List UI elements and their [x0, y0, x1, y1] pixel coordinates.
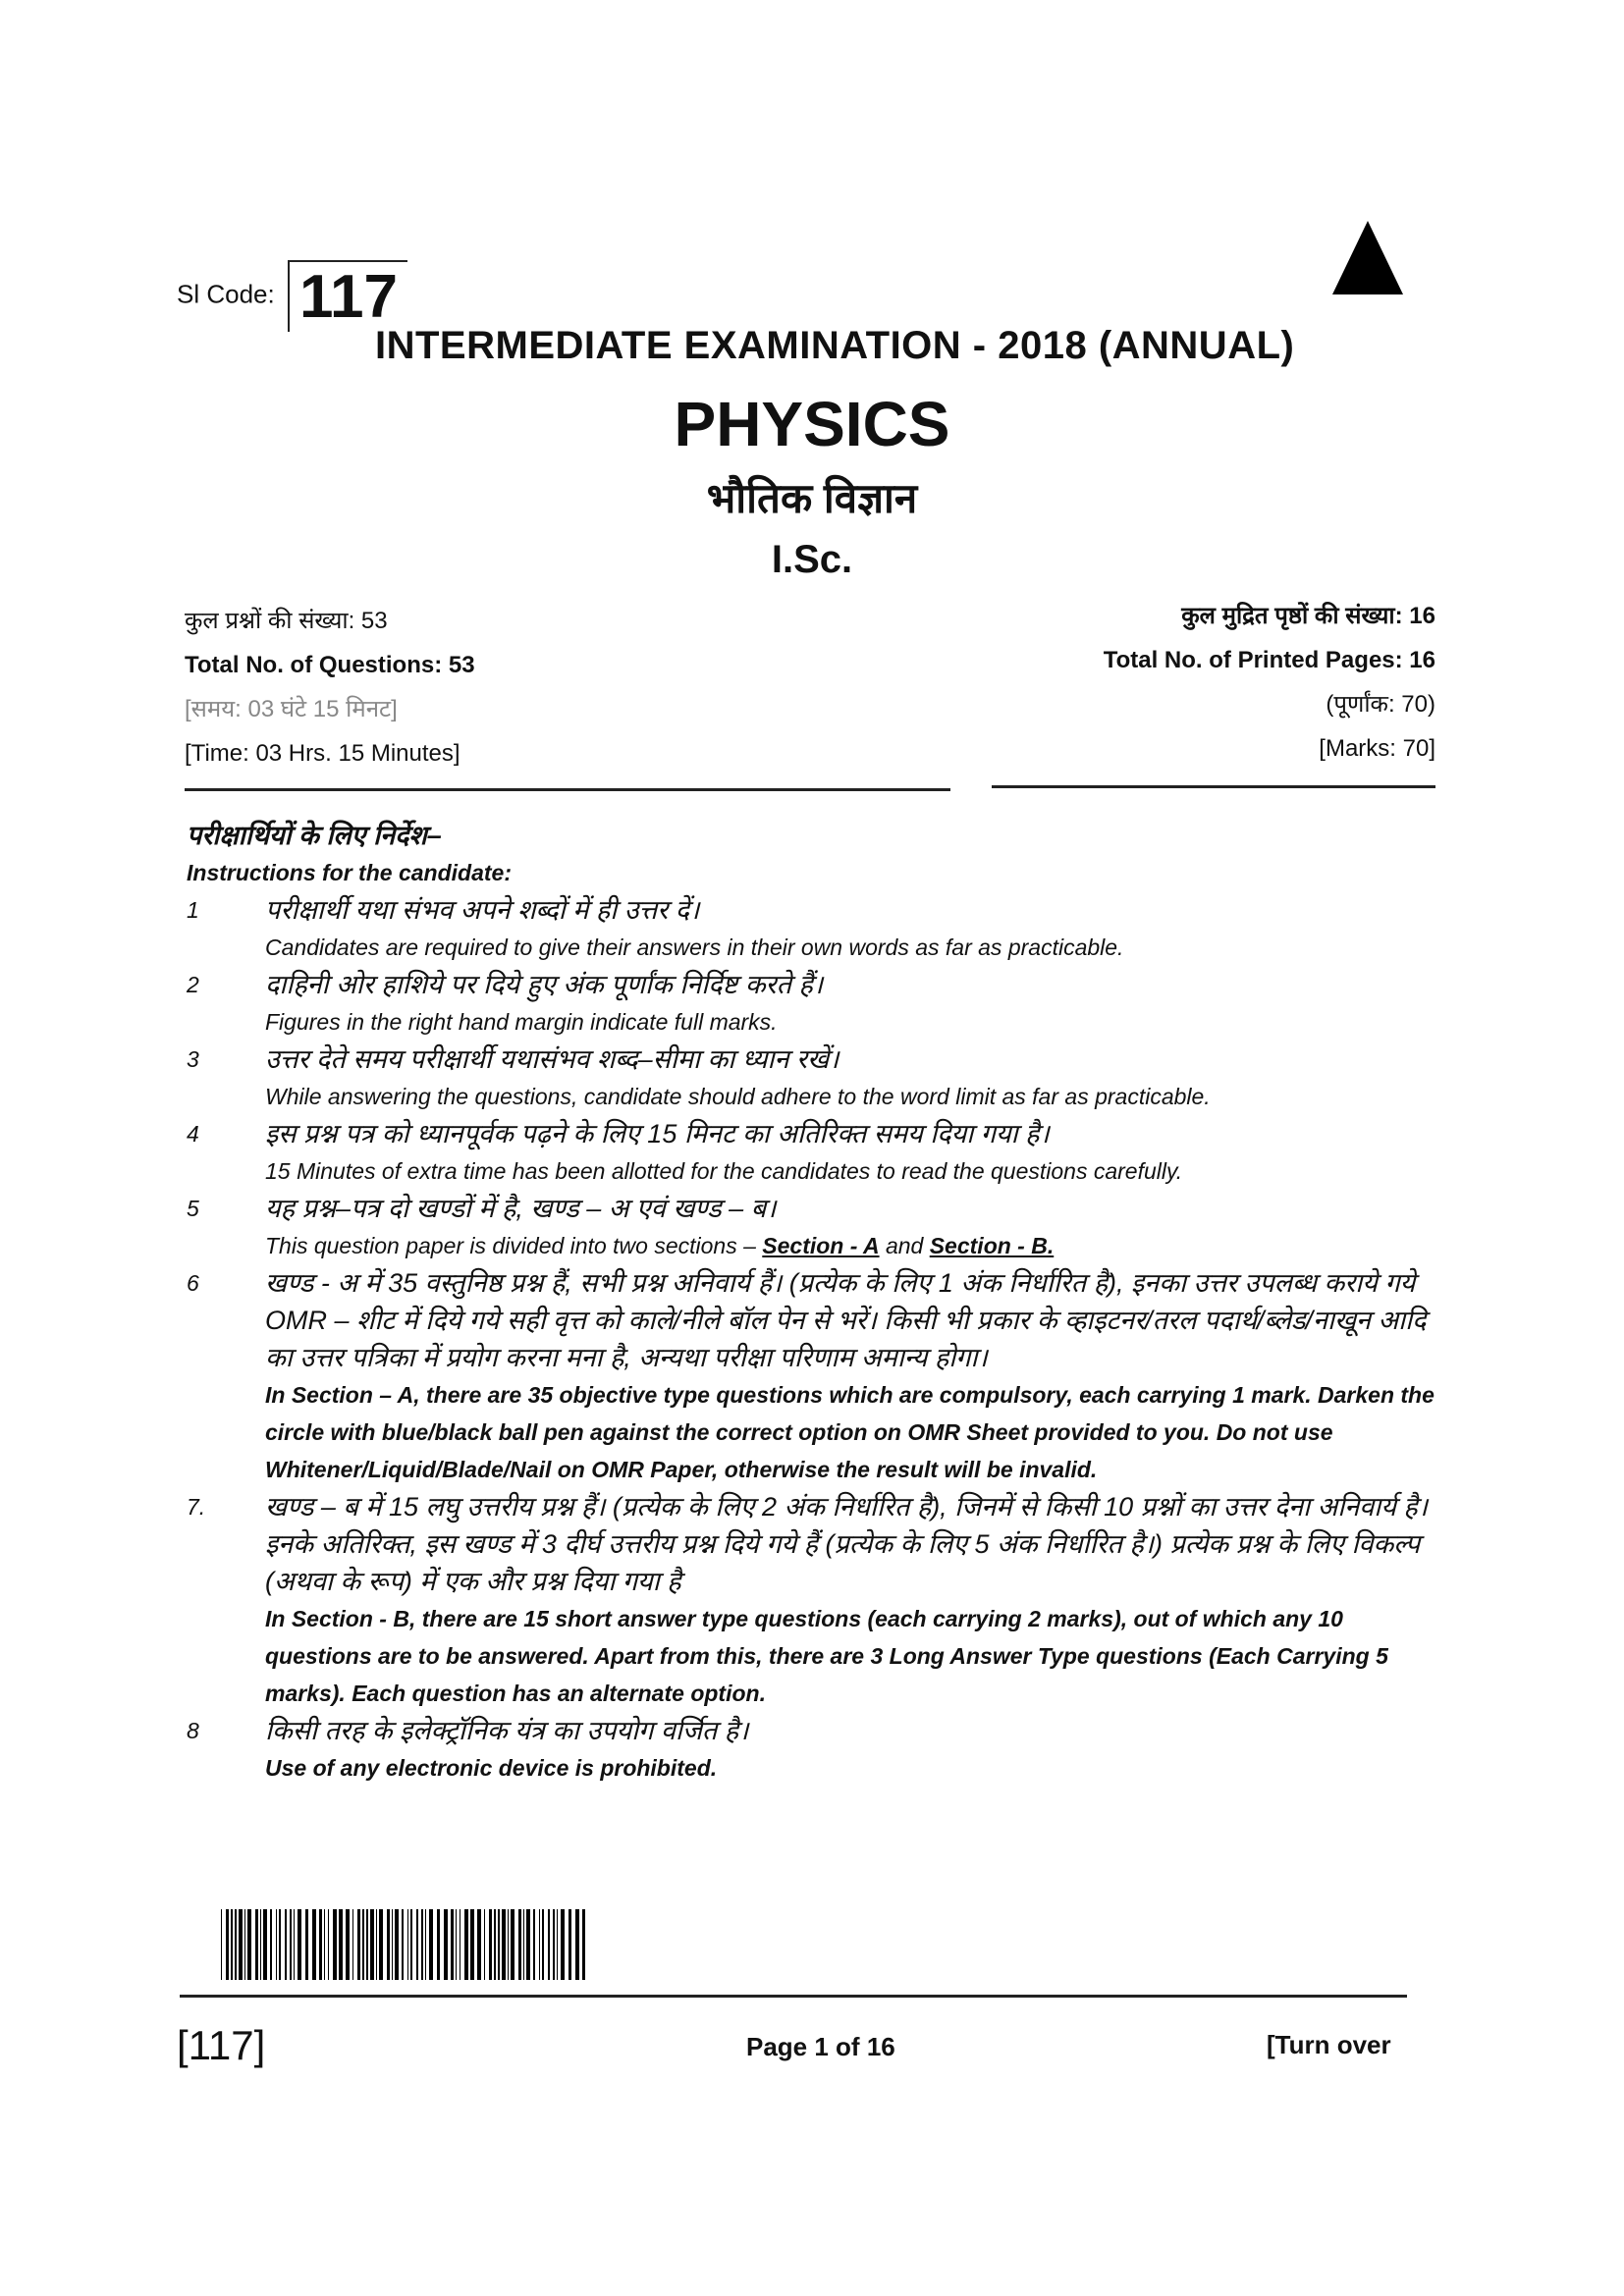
- sl-code: [177, 260, 407, 332]
- barcode-bar: [319, 1909, 322, 1980]
- barcode-bar: [333, 1909, 337, 1980]
- barcode-bar: [276, 1909, 277, 1980]
- instruction-number: 6: [187, 1270, 199, 1296]
- barcode-bar: [557, 1909, 558, 1980]
- instruction-english: While answering the questions, candidate should adhere to the word limit as far as practicable.: [265, 1084, 1211, 1109]
- footer-divider: [180, 1995, 1407, 1998]
- instruction-english: Use of any electronic device is prohibited.: [265, 1755, 718, 1781]
- barcode-bar: [324, 1909, 325, 1980]
- barcode-bar: [575, 1909, 579, 1980]
- instruction-item: [187, 891, 1453, 966]
- barcode-bar: [294, 1909, 295, 1980]
- barcode-bar: [421, 1909, 423, 1980]
- page-number: Page 1 of 16: [746, 2032, 895, 2061]
- instruction-hindi: दाहिनी ओर हाशिये पर दिये हुए अंक पूर्णांक निर्दिष्ट करते हैं।: [265, 970, 824, 999]
- marks-hindi: (पूर्णांक: 70): [1326, 691, 1435, 718]
- instructions-title: Instructions for the candidate:: [187, 860, 512, 885]
- barcode-bar: [270, 1909, 272, 1980]
- barcode-bar: [357, 1909, 360, 1980]
- instruction-number: 2: [187, 972, 199, 997]
- instruction-item: [187, 966, 1453, 1041]
- instruction-part: This question paper is divided into two sections –: [265, 1233, 756, 1258]
- barcode-bar: [477, 1909, 481, 1980]
- barcode-bar: [226, 1909, 229, 1980]
- barcode-bar: [561, 1909, 565, 1980]
- instruction-item: [187, 1190, 1453, 1264]
- barcode-bar: [392, 1909, 393, 1980]
- barcode-bar: [582, 1909, 585, 1980]
- marks: [Marks: 70]: [1319, 735, 1435, 762]
- sl-code-value: 117: [288, 260, 407, 332]
- barcode-bar: [526, 1909, 530, 1980]
- barcode-bar: [328, 1909, 329, 1980]
- instruction-english: Candidates are required to give their answers in their own words as far as practicable.: [265, 934, 1124, 960]
- instruction-number: 1: [187, 897, 199, 923]
- barcode-bar: [437, 1909, 440, 1980]
- barcode-bar: [553, 1909, 555, 1980]
- divider-left: [185, 788, 950, 791]
- divider-right: [992, 785, 1435, 788]
- barcode-bar: [456, 1909, 457, 1980]
- sl-code-label: Sl Code:: [177, 279, 275, 309]
- barcode-bar: [298, 1909, 301, 1980]
- pages-hindi: कुल मुद्रित पृष्ठों की संख्या: 16: [1181, 603, 1435, 629]
- instruction-hindi: उत्तर देते समय परीक्षार्थी यथासंभव शब्द–सीमा का ध्यान रखें।: [265, 1044, 839, 1074]
- subject-title-hindi: भौतिक विज्ञान: [706, 475, 918, 521]
- barcode-bar: [290, 1909, 292, 1980]
- instruction-item: [187, 1041, 1453, 1115]
- instruction-part: Section - A: [762, 1233, 880, 1258]
- subject-title: PHYSICS: [674, 389, 950, 459]
- instruction-number: 8: [187, 1718, 199, 1743]
- barcode-bar: [542, 1909, 544, 1980]
- barcode-bar: [244, 1909, 245, 1980]
- barcode-bar: [221, 1909, 222, 1980]
- instruction-number: 3: [187, 1046, 199, 1072]
- instruction-hindi: खण्ड - अ में 35 वस्तुनिष्ठ प्रश्न हैं, सभी प्रश्न अनिवार्य हैं। (प्रत्येक के लिए 1 अंक निर्धारित है), इनका उत्तर उपलब्ध कराये गये OMR – शीट में दिये गये सही वृत्त को काले/नीले बॉल पेन से भरें। किसी भी प्रकार के व्हाइटनर/तरल पदार्थ/ब्लेड/नाखून आदि का उत्तर पत्रिका में प्रयोग करना मना है, अन्यथा परीक्षा परिणाम अमान्य होगा।: [265, 1268, 1427, 1372]
- barcode-bar: [407, 1909, 408, 1980]
- barcode-bar: [425, 1909, 426, 1980]
- barcode-bar: [518, 1909, 521, 1980]
- barcode-bar: [429, 1909, 433, 1980]
- barcode-bar: [379, 1909, 383, 1980]
- barcode-bar: [231, 1909, 233, 1980]
- barcode-bar: [464, 1909, 468, 1980]
- barcode-bar: [451, 1909, 454, 1980]
- barcode-bar: [339, 1909, 343, 1980]
- barcode-bar: [502, 1909, 506, 1980]
- instruction-english: In Section – A, there are 35 objective type questions which are compulsory, each carrying 1 mark. Darken the circle with blue/black ball pen against the correct option on OMR Sheet provided to you. Do not use Whitener/Liquid/Blade/Nail on OMR Paper, otherwise the result will be invalid.: [265, 1382, 1435, 1482]
- barcode-bar: [235, 1909, 237, 1980]
- instruction-number: 7.: [187, 1494, 206, 1520]
- turn-over: [Turn over: [1267, 2030, 1391, 2059]
- barcode-bar: [305, 1909, 308, 1980]
- instructions-title-hindi: परीक्षार्थियों के लिए निर्देश–: [187, 821, 442, 850]
- barcode-bar: [444, 1909, 448, 1980]
- instruction-english: [265, 1227, 1453, 1264]
- instruction-hindi: परीक्षार्थी यथा संभव अपने शब्दों में ही उत्तर दें।: [265, 895, 700, 925]
- barcode-bar: [484, 1909, 485, 1980]
- instruction-number: 5: [187, 1196, 199, 1221]
- barcode-bar: [539, 1909, 540, 1980]
- instructions: [187, 817, 1453, 1787]
- instruction-item: [187, 1488, 1453, 1712]
- barcode-bar: [508, 1909, 509, 1980]
- barcode-bar: [395, 1909, 399, 1980]
- barcode-bar: [498, 1909, 500, 1980]
- instruction-item: [187, 1115, 1453, 1190]
- time-hindi: [समय: 03 घंटे 15 मिनट]: [185, 696, 398, 722]
- barcode-bar: [376, 1909, 377, 1980]
- barcode-bar: [285, 1909, 287, 1980]
- instruction-number: 4: [187, 1121, 199, 1147]
- instruction-hindi: यह प्रश्न–पत्र दो खण्डों में है, खण्ड – अ एवं खण्ड – ब।: [265, 1194, 777, 1223]
- instruction-hindi: खण्ड – ब में 15 लघु उत्तरीय प्रश्न हैं। (प्रत्येक के लिए 2 अंक निर्धारित है), जिनमें से किसी 10 प्रश्नों का उत्तर देना अनिवार्य है। इनके अतिरिक्त, इस खण्ड में 3 दीर्घ उत्तरीय प्रश्न दिये गये हैं (प्रत्येक के लिए 5 अंक निर्धारित है।) प्रत्येक प्रश्न के लिए विकल्प (अथवा के रूप) में एक और प्रश्न दिया गया है: [265, 1492, 1428, 1596]
- right-info: [1104, 594, 1435, 771]
- barcode-bar: [523, 1909, 524, 1980]
- barcode-bar: [346, 1909, 350, 1980]
- barcode-bar: [494, 1909, 496, 1980]
- instruction-item: [187, 1264, 1453, 1488]
- instruction-item: [187, 1712, 1453, 1787]
- barcode-bar: [410, 1909, 412, 1980]
- barcode-bar: [470, 1909, 474, 1980]
- instruction-english: In Section - B, there are 15 short answer type questions (each carrying 2 marks), out of which any 10 questions are to be answered. Apart from this, there are 3 Long Answer Type questions (Each Carrying 5 marks). Each question has an alternate option.: [265, 1606, 1388, 1706]
- instruction-english: Figures in the right hand margin indicate full marks.: [265, 1009, 778, 1035]
- barcode-bar: [260, 1909, 261, 1980]
- barcode-bar: [255, 1909, 258, 1980]
- questions-count: Total No. of Questions: 53: [185, 652, 475, 678]
- barcode-bar: [352, 1909, 353, 1980]
- barcode-bar: [416, 1909, 418, 1980]
- instruction-hindi: किसी तरह के इलेक्ट्रॉनिक यंत्र का उपयोग वर्जित है।: [265, 1716, 749, 1745]
- barcode-bar: [548, 1909, 550, 1980]
- barcode-bar: [387, 1909, 390, 1980]
- instruction-hindi: इस प्रश्न पत्र को ध्यानपूर्वक पढ़ने के लिए 15 मिनट का अतिरिक्त समय दिया गया है।: [265, 1119, 1050, 1148]
- instruction-english: 15 Minutes of extra time has been allotted for the candidates to read the questions carefully.: [265, 1158, 1183, 1184]
- pages-count: Total No. of Printed Pages: 16: [1103, 647, 1435, 673]
- barcode: [221, 1909, 643, 1980]
- footer-code: [117]: [177, 2022, 266, 2068]
- barcode-bar: [533, 1909, 535, 1980]
- barcode-bar: [362, 1909, 364, 1980]
- barcode-bar: [279, 1909, 281, 1980]
- barcode-bar: [247, 1909, 251, 1980]
- barcode-bar: [511, 1909, 514, 1980]
- barcode-bar: [568, 1909, 571, 1980]
- left-info: [185, 599, 475, 775]
- questions-hindi: कुल प्रश्नों की संख्या: 53: [185, 608, 388, 634]
- barcode-bar: [366, 1909, 368, 1980]
- exam-title: INTERMEDIATE EXAMINATION - 2018 (ANNUAL): [375, 324, 1295, 367]
- barcode-bar: [370, 1909, 374, 1980]
- barcode-bar: [402, 1909, 404, 1980]
- barcode-bar: [239, 1909, 243, 1980]
- barcode-bar: [312, 1909, 316, 1980]
- stream: I.Sc.: [771, 538, 853, 581]
- time: [Time: 03 Hrs. 15 Minutes]: [185, 740, 460, 767]
- barcode-bar: [263, 1909, 267, 1980]
- instruction-part: Section - B.: [929, 1233, 1055, 1258]
- barcode-bar: [489, 1909, 492, 1980]
- instruction-part: and: [885, 1233, 924, 1258]
- triangle-mark-icon: [1332, 221, 1403, 294]
